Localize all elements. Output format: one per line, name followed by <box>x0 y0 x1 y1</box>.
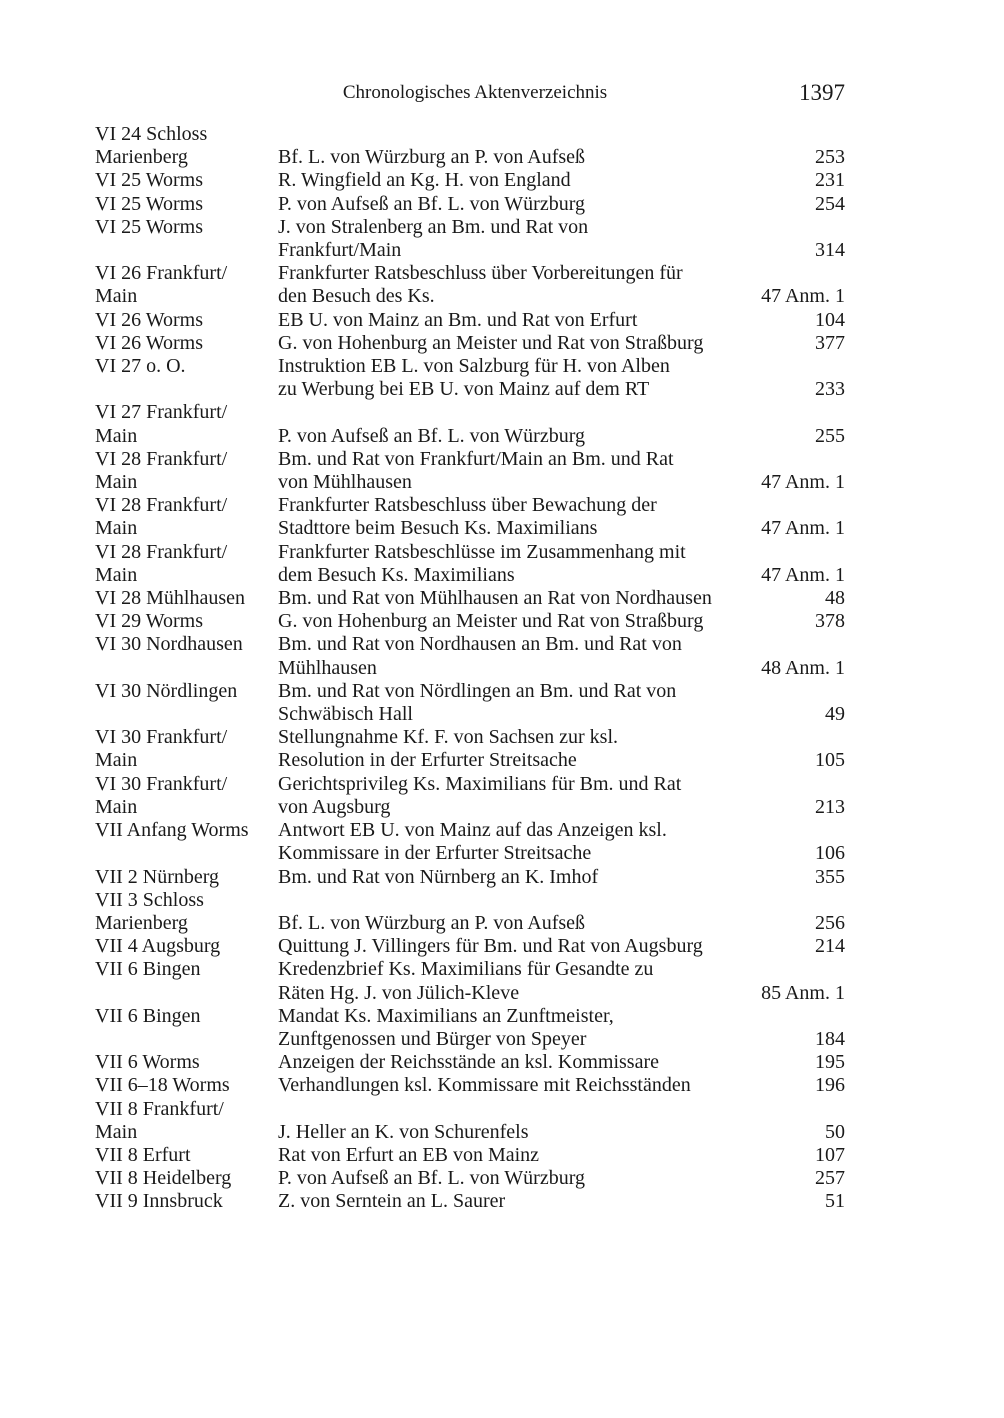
entry-date: VI 30 Nördlingen <box>95 679 238 702</box>
entry-page-reference: 49 <box>825 703 845 726</box>
entry-page-reference: 195 <box>815 1051 845 1074</box>
entry-description: Bm. und Rat von Nordhausen an Bm. und Rat von Mühlhausen <box>278 633 682 679</box>
entry-row <box>95 1190 845 1213</box>
entry-description: Quittung J. Villingers für Bm. und Rat von Augsburg <box>278 935 703 958</box>
entry-date: VII 8 Heidelberg <box>95 1167 232 1190</box>
entry-date: VII 2 Nürnberg <box>95 865 220 888</box>
entry-page-reference: 107 <box>815 1143 845 1166</box>
entry-date: VI 28 Frankfurt/ Main <box>95 494 228 540</box>
entry-row <box>95 633 845 679</box>
entry-page-reference: 378 <box>815 610 845 633</box>
entry-description: Stellungnahme Kf. F. von Sachsen zur ksl. Resolution in der Erfurter Streitsache <box>278 726 619 772</box>
entry-description: Gerichtsprivileg Ks. Maximilians für Bm. und Rat von Augsburg <box>278 772 682 818</box>
entry-date: VI 30 Frankfurt/ Main <box>95 726 228 772</box>
entry-description: J. von Stralenberg an Bm. und Rat von Frankfurt/Main <box>278 215 589 262</box>
entry-page-reference: 257 <box>815 1167 845 1190</box>
entry-row <box>95 1005 845 1051</box>
entry-row <box>95 958 845 1004</box>
entry-description: Kredenzbrief Ks. Maximilians für Gesandte zu Räten Hg. J. von Jülich-Kleve <box>278 958 654 1004</box>
entry-date: VII 3 Schloss Marienberg <box>95 888 204 934</box>
entry-description: G. von Hohenburg an Meister und Rat von Straßburg <box>278 331 704 354</box>
entry-page-reference: 255 <box>815 424 845 447</box>
entry-page-reference: 104 <box>815 308 845 331</box>
entry-date: VI 29 Worms <box>95 610 204 633</box>
entry-row <box>95 123 845 169</box>
entry-date: VI 26 Worms <box>95 308 204 331</box>
entry-description: Frankfurter Ratsbeschluss über Vorbereitungen für den Besuch des Ks. <box>278 262 683 308</box>
entry-date: VII 8 Frankfurt/ Main <box>95 1097 224 1143</box>
entry-description: P. von Aufseß an Bf. L. von Würzburg <box>278 424 586 447</box>
entry-description: Frankfurter Ratsbeschluss über Bewachung der Stadttore beim Besuch Ks. Maximilians <box>278 494 657 540</box>
entry-description: G. von Hohenburg an Meister und Rat von Straßburg <box>278 610 704 633</box>
entry-page-reference: 231 <box>815 169 845 192</box>
entry-date: VI 26 Frankfurt/ Main <box>95 262 228 308</box>
page-header <box>95 80 845 108</box>
entry-page-reference: 254 <box>815 192 845 215</box>
entry-description: Z. von Serntein an L. Saurer <box>278 1190 506 1213</box>
entry-row <box>95 262 845 308</box>
entry-row <box>95 935 845 958</box>
entry-date: VI 24 Schloss Marienberg <box>95 123 208 169</box>
entry-description: R. Wingfield an Kg. H. von England <box>278 169 571 192</box>
entry-description: EB U. von Mainz an Bm. und Rat von Erfurt <box>278 308 638 331</box>
entry-date: VI 25 Worms <box>95 169 204 192</box>
entry-date: VI 27 o. O. <box>95 355 186 378</box>
entry-row <box>95 680 845 726</box>
page-number: 1397 <box>799 80 845 105</box>
entry-page-reference: 47 Anm. 1 <box>761 285 845 308</box>
entry-date: VI 25 Worms <box>95 192 204 215</box>
entry-date: VI 27 Frankfurt/ Main <box>95 401 228 447</box>
entry-page-reference: 106 <box>815 842 845 865</box>
entry-row <box>95 169 845 192</box>
entry-page-reference: 48 Anm. 1 <box>761 656 845 679</box>
entry-row <box>95 587 845 610</box>
entry-page-reference: 314 <box>815 239 845 262</box>
entry-description: Frankfurter Ratsbeschlüsse im Zusammenhang mit dem Besuch Ks. Maximilians <box>278 540 686 586</box>
entry-row <box>95 610 845 633</box>
entry-page-reference: 47 Anm. 1 <box>761 563 845 586</box>
entry-row <box>95 193 845 216</box>
entry-page-reference: 196 <box>815 1074 845 1097</box>
entry-row <box>95 819 845 865</box>
entry-row <box>95 494 845 540</box>
entry-date: VII Anfang Worms <box>95 819 249 842</box>
entry-date: VII 8 Erfurt <box>95 1143 191 1166</box>
entry-page-reference: 377 <box>815 331 845 354</box>
entry-page-reference: 184 <box>815 1027 845 1050</box>
entry-description: Anzeigen der Reichsstände an ksl. Kommissare <box>278 1051 660 1074</box>
entry-description: Verhandlungen ksl. Kommissare mit Reichsständen <box>278 1074 691 1097</box>
entry-page-reference: 47 Anm. 1 <box>761 517 845 540</box>
entry-page-reference: 47 Anm. 1 <box>761 471 845 494</box>
entry-description: J. Heller an K. von Schurenfels <box>278 1120 529 1143</box>
entry-description: Bf. L. von Würzburg an P. von Aufseß <box>278 911 586 934</box>
entry-row <box>95 1098 845 1144</box>
entry-row <box>95 541 845 587</box>
entry-description: Bm. und Rat von Frankfurt/Main an Bm. und Rat von Mühlhausen <box>278 447 674 494</box>
entry-row <box>95 309 845 332</box>
entry-description: P. von Aufseß an Bf. L. von Würzburg <box>278 1167 586 1190</box>
entry-date: VI 28 Mühlhausen <box>95 587 245 610</box>
entry-date: VII 6 Bingen <box>95 1004 201 1027</box>
entry-row <box>95 866 845 889</box>
entry-page-reference: 48 <box>825 587 845 610</box>
entry-page-reference: 85 Anm. 1 <box>761 981 845 1004</box>
entry-row <box>95 773 845 819</box>
entry-date: VI 25 Worms <box>95 215 204 238</box>
entry-date: VI 28 Frankfurt/ Main <box>95 540 228 586</box>
entry-row <box>95 355 845 401</box>
chronological-entry-list <box>95 123 845 1214</box>
entry-date: VI 28 Frankfurt/ Main <box>95 447 228 494</box>
entry-page-reference: 214 <box>815 935 845 958</box>
entry-description: Bm. und Rat von Nördlingen an Bm. und Rat von Schwäbisch Hall <box>278 679 677 726</box>
entry-page-reference: 213 <box>815 795 845 818</box>
entry-date: VII 4 Augsburg <box>95 935 221 958</box>
entry-description: Instruktion EB L. von Salzburg für H. von Alben zu Werbung bei EB U. von Mainz auf dem RT <box>278 355 670 401</box>
entry-date: VI 26 Worms <box>95 331 204 354</box>
running-title: Chronologisches Aktenverzeichnis <box>342 82 608 103</box>
entry-page-reference: 51 <box>825 1190 845 1213</box>
entry-description: Bm. und Rat von Mühlhausen an Rat von Nordhausen <box>278 587 712 610</box>
entry-page-reference: 50 <box>825 1120 845 1143</box>
entry-page-reference: 105 <box>815 749 845 772</box>
entry-date: VII 6 Bingen <box>95 958 201 981</box>
entry-row <box>95 1144 845 1167</box>
entry-page-reference: 233 <box>815 378 845 401</box>
entry-page-reference: 355 <box>815 865 845 888</box>
entry-row <box>95 401 845 447</box>
entry-description: Bf. L. von Würzburg an P. von Aufseß <box>278 146 586 169</box>
entry-page-reference: 256 <box>815 911 845 934</box>
entry-description: Antwort EB U. von Mainz auf das Anzeigen ksl. Kommissare in der Erfurter Streitsache <box>278 819 667 865</box>
entry-row <box>95 1167 845 1190</box>
entry-row <box>95 216 845 262</box>
entry-description: Rat von Erfurt an EB von Mainz <box>278 1143 540 1166</box>
entry-row <box>95 726 845 772</box>
entry-page-reference: 253 <box>815 146 845 169</box>
entry-date: VII 9 Innsbruck <box>95 1190 223 1213</box>
entry-description: Bm. und Rat von Nürnberg an K. Imhof <box>278 865 599 888</box>
entry-date: VI 30 Frankfurt/ Main <box>95 772 228 818</box>
entry-row <box>95 1051 845 1074</box>
entry-description: P. von Aufseß an Bf. L. von Würzburg <box>278 192 586 215</box>
entry-row <box>95 1074 845 1097</box>
entry-row <box>95 332 845 355</box>
entry-date: VI 30 Nordhausen <box>95 633 243 656</box>
entry-row <box>95 889 845 935</box>
entry-description: Mandat Ks. Maximilians an Zunftmeister, Zunftgenossen und Bürger von Speyer <box>278 1004 614 1050</box>
entry-row <box>95 448 845 494</box>
entry-date: VII 6–18 Worms <box>95 1074 230 1097</box>
entry-date: VII 6 Worms <box>95 1051 200 1074</box>
